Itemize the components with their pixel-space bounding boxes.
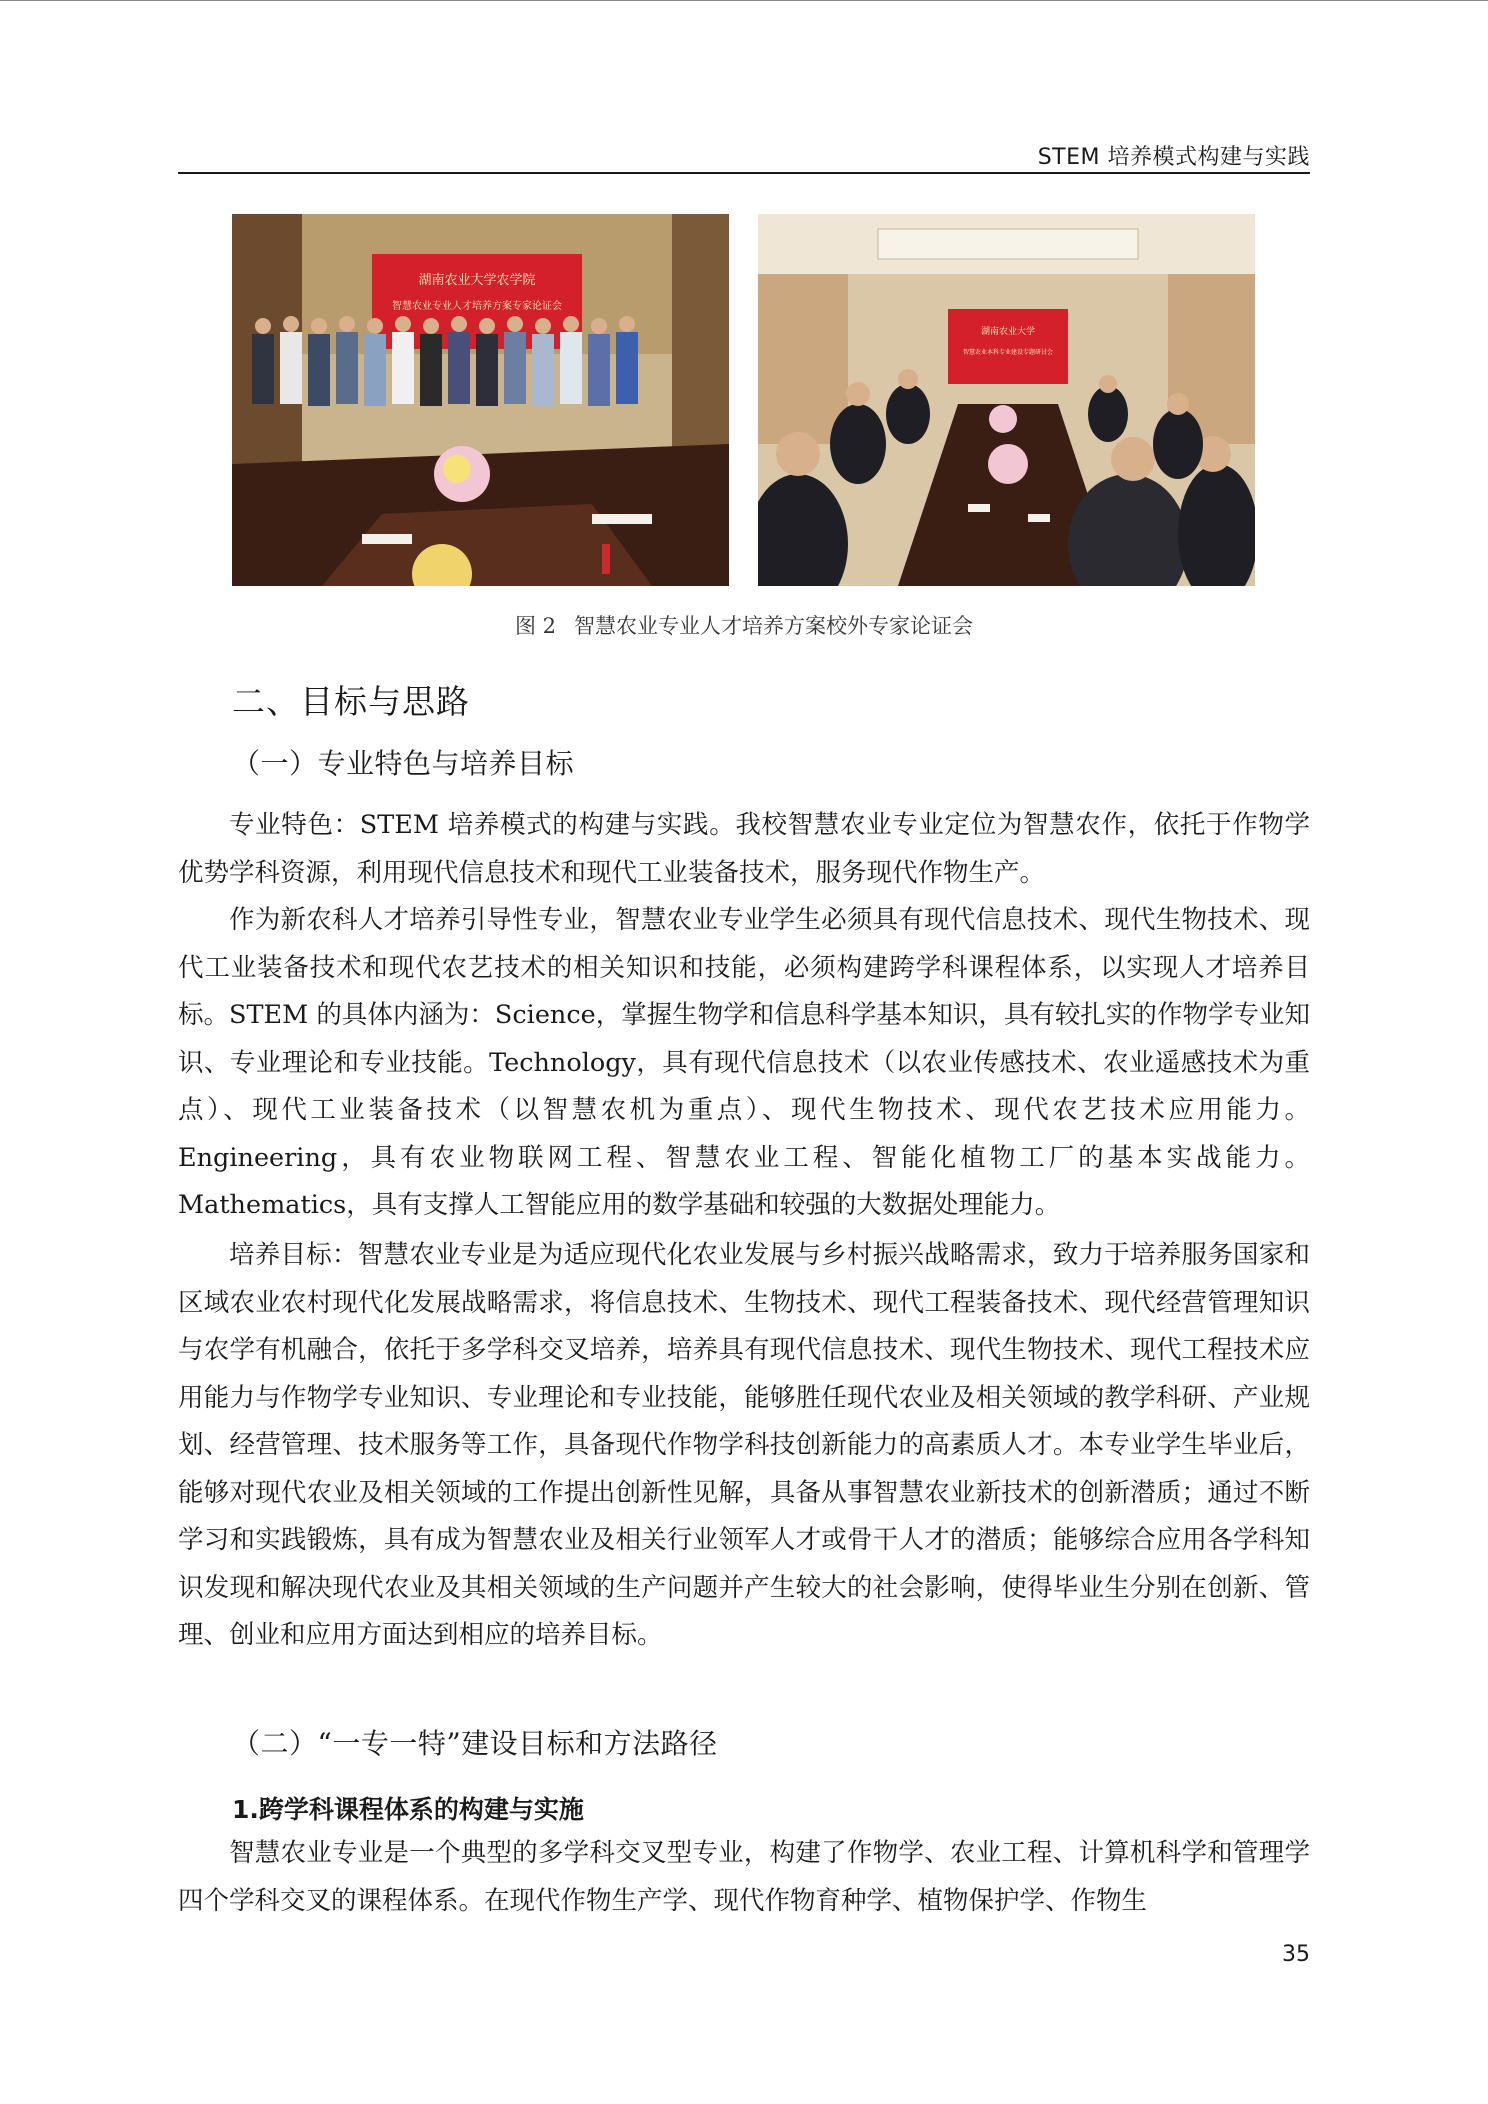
running-header [178,140,1310,174]
figure-photo-left [232,214,729,586]
group-photo-image [232,214,729,586]
figure-photo-right [758,214,1255,586]
right-banner-line1: 湖南农业大学 [980,327,1036,337]
paragraph-stem-meaning: 作为新农科人才培养引导性专业，智慧农业专业学生必须具有现代信息技术、现代生物技术、现代工业装备技术和现代农艺技术的相关知识和技能，必须构建跨学科课程体系，以实现人才培养目标。STEM 的具体内涵为：Science，掌握生物学和信息科学基本知识，具有较扎实的作物学专业知识、专业理论和专业技能。Technology，具有现代信息技术（以农业传感技术、农业遥感技术为重点）、现代工业装备技术（以智慧农机为重点）、现代生物技术、现代农艺技术应用能力。Engineering，具有农业物联网工程、智慧农业工程、智能化植物工厂的基本实战能力。Mathematics，具有支撑人工智能应用的数学基础和较强的大数据处理能力。 [178,905,1310,1220]
paragraph-major-feature: 专业特色：STEM 培养模式的构建与实践。我校智慧农业专业定位为智慧农作，依托于作物学优势学科资源，利用现代信息技术和现代工业装备技术，服务现代作物生产。 [178,810,1310,888]
figure-caption [178,610,1310,640]
page-number: 35 [1282,1942,1310,1967]
left-banner-line1: 湖南农业大学农学院 [418,273,536,288]
section-heading: 二、目标与思路 [232,682,470,721]
item-heading-1: 1.跨学科课程体系的构建与实施 [232,1795,584,1824]
right-banner-line2: 智慧农业本科专业建设专题研讨会 [962,349,1054,356]
left-banner-line2: 智慧农业专业人才培养方案专家论证会 [392,301,562,312]
running-header-title: STEM 培养模式构建与实践 [1037,145,1310,170]
figure-number: 图 2 [514,614,557,638]
subsection-heading-2: （二）“一专一特”建设目标和方法路径 [232,1727,718,1760]
paragraph-training-goal: 培养目标：智慧农业专业是为适应现代化农业发展与乡村振兴战略需求，致力于培养服务国家和区域农业农村现代化发展战略需求，将信息技术、生物技术、现代工程装备技术、现代经营管理知识与农学有机融合，依托于多学科交叉培养，培养具有现代信息技术、现代生物技术、现代工程技术应用能力与作物学专业知识、专业理论和专业技能，能够胜任现代农业及相关领域的教学科研、产业规划、经营管理、技术服务等工作，具备现代作物学科技创新能力的高素质人才。本专业学生毕业后，能够对现代农业及相关领域的工作提出创新性见解，具备从事智慧农业新技术的创新潜质；通过不断学习和实践锻炼，具有成为智慧农业及相关行业领军人才或骨干人才的潜质；能够综合应用各学科知识发现和解决现代农业及其相关领域的生产问题并产生较大的社会影响，使得毕业生分别在创新、管理、创业和应用方面达到相应的培养目标。 [178,1240,1310,1650]
figure-caption-text: 智慧农业专业人才培养方案校外专家论证会 [574,614,974,638]
subsection-heading-1: （一）专业特色与培养目标 [232,747,575,780]
meeting-photo-image [758,214,1255,586]
paragraph-curriculum-system: 智慧农业专业是一个典型的多学科交叉型专业，构建了作物学、农业工程、计算机科学和管理学四个学科交叉的课程体系。在现代作物生产学、现代作物育种学、植物保护学、作物生 [178,1838,1310,1916]
page-top-border [0,0,1488,1]
